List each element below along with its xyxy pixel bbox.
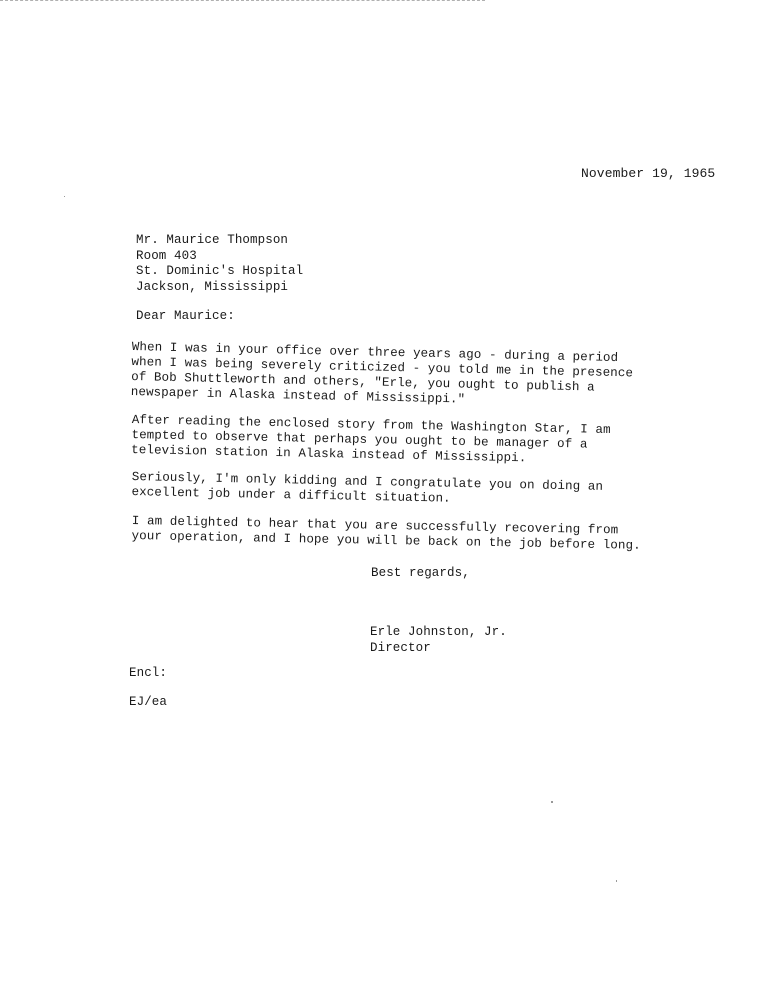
recipient-line-city: Jackson, Mississippi	[136, 279, 289, 294]
salutation: Dear Maurice:	[136, 309, 235, 323]
letter-date: November 19, 1965	[581, 166, 716, 181]
closing: Best regards,	[371, 566, 470, 580]
paper-speck	[616, 880, 617, 882]
recipient-line-room: Room 403	[136, 248, 197, 263]
body-paragraph-3: Seriously, I'm only kidding and I congratulate you on doing an excellent job under a difficult situation.	[131, 470, 604, 506]
recipient-address	[136, 233, 303, 295]
top-edge-dashes	[0, 0, 485, 1]
signature-title: Director	[370, 640, 431, 655]
enclosure-note: Encl:	[129, 666, 168, 680]
paper-speck	[551, 801, 553, 803]
body-paragraph-1: When I was in your office over three years ago - during a period when I was being severely criticized - you told me in the presence of Bob Shuttleworth and others, "Erle, you ought to publish a newspaper in Alaska instead of Mississippi."	[130, 340, 634, 407]
signature-block	[370, 625, 507, 656]
recipient-line-hospital: St. Dominic's Hospital	[136, 264, 304, 278]
recipient-line-name: Mr. Maurice Thompson	[136, 233, 289, 247]
typist-initials: EJ/ea	[129, 695, 168, 709]
paper-speck	[64, 196, 65, 197]
body-paragraph-2: After reading the enclosed story from the Washington Star, I am tempted to observe that perhaps you ought to be manager of a television station in Alaska instead of Mississippi.	[131, 413, 611, 466]
signature-name: Erle Johnston, Jr.	[370, 625, 507, 639]
body-paragraph-4: I am delighted to hear that you are successfully recovering from your operation, and I hope you will be back on the job before long.	[131, 514, 641, 553]
